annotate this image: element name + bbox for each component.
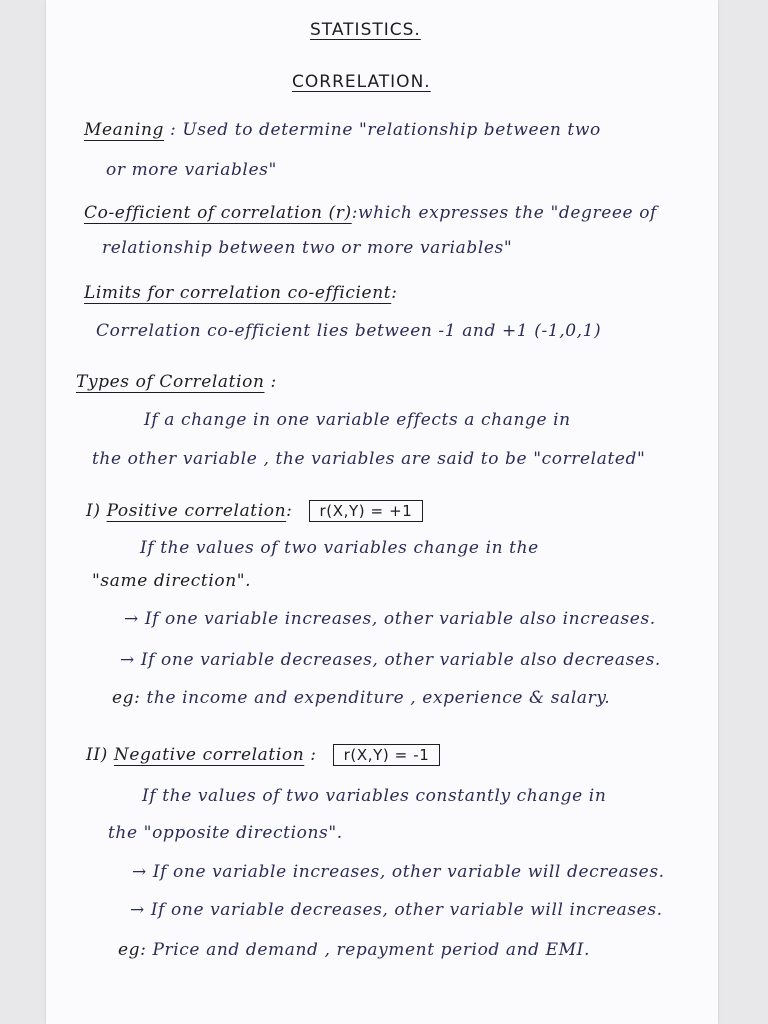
coefficient-line-2: relationship between two or more variables" — [102, 238, 513, 258]
notebook-page — [46, 0, 718, 1024]
types-line-2: the other variable , the variables are said to be "correlated" — [92, 449, 646, 469]
limits-text: Correlation co-efficient lies between -1 and +1 (-1,0,1) — [96, 321, 602, 341]
coefficient-text-1: :which expresses the "degreee of — [351, 203, 657, 223]
limits-heading — [84, 283, 398, 303]
negative-colon: : — [310, 745, 317, 765]
subject-title: STATISTICS. — [310, 20, 421, 40]
negative-eg-label: eg: — [118, 940, 147, 960]
meaning-label: Meaning — [84, 120, 165, 140]
positive-formula-box: r(X,Y) = +1 — [309, 500, 424, 522]
negative-example — [118, 940, 590, 960]
types-colon: : — [270, 372, 277, 392]
coefficient-label: Co-efficient of correlation (r) — [84, 203, 352, 223]
positive-label: Positive correlation — [106, 501, 287, 521]
meaning-text-1: : Used to determine "relationship between two — [170, 120, 601, 140]
types-label: Types of Correlation — [76, 372, 265, 392]
negative-point-2: → If one variable decreases, other variable will increases. — [130, 900, 663, 920]
negative-eg-text: Price and demand , repayment period and EMI. — [152, 940, 591, 960]
positive-eg-label: eg: — [112, 688, 141, 708]
topic-title: CORRELATION. — [292, 72, 431, 92]
negative-point-1: → If one variable increases, other variable will decreases. — [132, 862, 665, 882]
positive-point-1: → If one variable increases, other variable also increases. — [124, 609, 656, 629]
positive-heading — [86, 500, 423, 522]
positive-colon: : — [286, 501, 293, 521]
positive-number: I) — [86, 501, 101, 521]
types-line-1: If a change in one variable effects a change in — [144, 410, 571, 430]
meaning-line-2: or more variables" — [106, 160, 277, 180]
types-heading — [76, 372, 277, 392]
negative-label: Negative correlation — [113, 745, 305, 765]
limits-colon: : — [391, 283, 398, 303]
coefficient-line-1 — [84, 203, 657, 223]
positive-eg-text: the income and expenditure , experience & salary. — [146, 688, 611, 708]
positive-line-1: If the values of two variables change in the — [140, 538, 539, 558]
negative-number: II) — [86, 745, 108, 765]
positive-example — [112, 688, 610, 708]
negative-line-2: the "opposite directions". — [108, 823, 343, 843]
negative-formula-box: r(X,Y) = -1 — [333, 744, 441, 766]
positive-line-2: "same direction". — [92, 571, 252, 591]
negative-heading — [86, 744, 440, 766]
limits-label: Limits for correlation co-efficient — [84, 283, 392, 303]
positive-point-2: → If one variable decreases, other variable also decreases. — [120, 650, 661, 670]
meaning-line-1 — [84, 120, 601, 140]
negative-line-1: If the values of two variables constantly change in — [142, 786, 607, 806]
